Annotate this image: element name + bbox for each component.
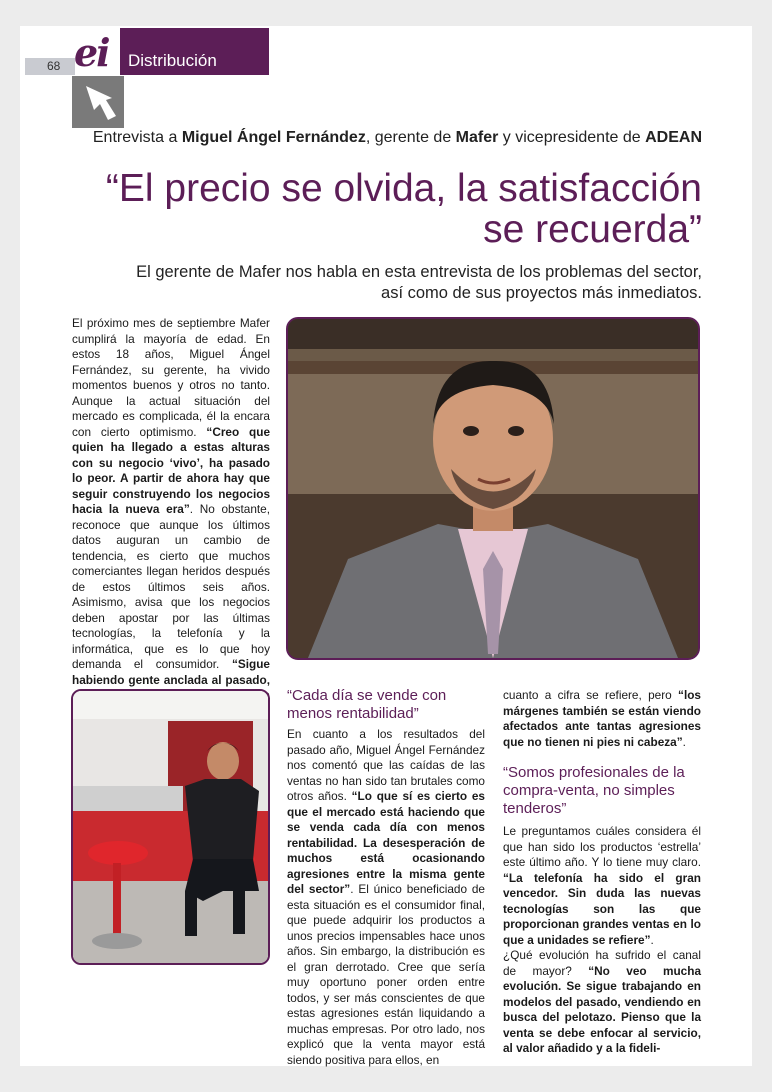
subheading-1: “Cada día se vende con menos rentabilidad” bbox=[287, 687, 447, 722]
magazine-logo: ei bbox=[74, 30, 109, 75]
arrow-icon bbox=[72, 76, 124, 128]
body-column-3 bbox=[503, 688, 701, 1057]
section-label: Distribución bbox=[128, 51, 217, 70]
paragraph: cuanto a cifra se refiere, pero “los márgenes también se están viendo afectados ante tantas agresiones que no tienen ni pies ni cabeza”. bbox=[503, 688, 701, 749]
paragraph: ¿Qué evolución ha sufrido el canal de mayor? “No veo mucha evolución. Se sigue trabajando en modelos del pasado, vendiendo en busca del pelotazo. Pienso que la venta se debe enfocar al servicio, al valor añadido y a la fideli- bbox=[503, 948, 702, 1055]
portrait-illustration bbox=[288, 319, 698, 658]
store-photo bbox=[71, 689, 270, 965]
headline: “El precio se olvida, la satisfacción se recuerda” bbox=[105, 167, 702, 251]
body-column-1: El próximo mes de septiembre Mafer cumplirá la mayoría de edad. En estos 18 años, Miguel Ángel Fernández, su gerente, ha vivido momentos buenos y otros no tanto. Aunque la actual situación del mercado es complicada, él la encara con cierto optimismo. “Creo que quien ha llegado a estas alturas con su negocio ‘vivo’, ha pasado lo peor. A partir de ahora hay que seguir construyendo los negocios hacia la nueva era”. No obstante, reconoce que aunque los últimos datos auguran un cambio de tendencia, es cierto que muchos comerciantes llegan heridos después de estos últimos seis años. Asimismo, avisa que los negocios deben apostar por las últimas tecnologías, la telefonía y la informática, que es lo que hoy demanda el consumidor. “Sigue habiendo gente anclada al pasado, bbox=[72, 316, 271, 687]
page-number: 68 bbox=[25, 58, 75, 75]
store-illustration bbox=[73, 691, 268, 963]
body-column-2: En cuanto a los resultados del pasado año, Miguel Ángel Fernández nos comentó que las caídas de las ventas no han sido tan brutales como otros años. “Lo que sí es cierto es que el mercado está haciendo que se venda cada día con menos rentabilidad. La desesperación de muchos está ocasionando agresiones entre la misma gente del sector”. El único beneficiado de esta situación es el consumidor final, que puede adquirir los productos a unos precios impensables hace unos años. Sin embargo, la distribución es el gran derrotado. Cree que sería muy oportuno poner orden entre todos, y ser más conscientes de que estas agresiones están liquidando a muchas empresas. Por otro lado, nos explicó que la venta mayor está siendo positiva para ellos, en bbox=[287, 727, 485, 1067]
paragraph: Le preguntamos cuáles considera él que han sido los productos ‘estrella’ este último año. Y lo tiene muy claro. “La telefonía ha sido el gran vencedor. Sin duda las nuevas tecnologías son las que proporcionan grandes ventas en lo que a unidades se refiere”. bbox=[503, 824, 701, 947]
arrow-graphic bbox=[72, 76, 124, 128]
kicker-line: Entrevista a Miguel Ángel Fernández, gerente de Mafer y vicepresidente de ADEAN bbox=[92, 129, 702, 146]
standfirst: El gerente de Mafer nos habla en esta entrevista de los problemas del sector, así como de sus proyectos más inmediatos. bbox=[136, 263, 702, 302]
subheading-2: “Somos profesionales de la compra-venta, no simples tenderos” bbox=[503, 764, 685, 817]
portrait-photo bbox=[286, 317, 700, 660]
